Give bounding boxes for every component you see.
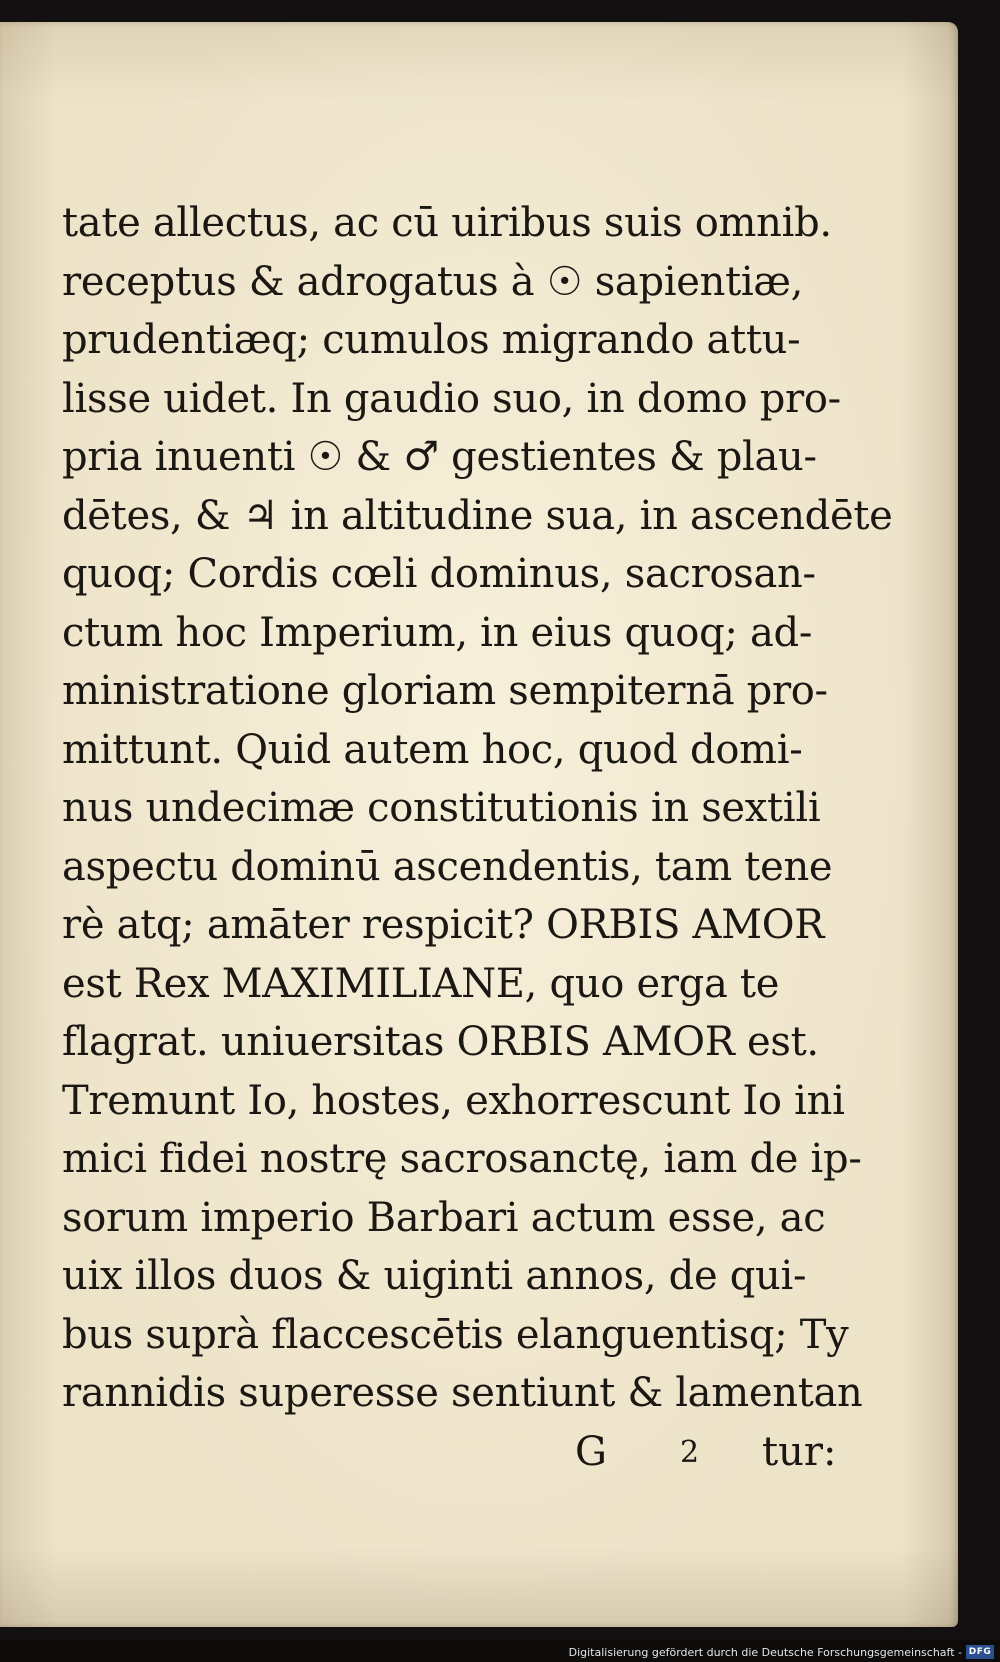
text-line: rannidis superesse sentiunt & lamentan [62,1370,863,1416]
book-page [0,22,958,1627]
text-line: lisse uidet. In gaudio suo, in domo pro- [62,375,841,422]
signature-line [0,1429,850,1489]
text-line: flagrat. uniuersitas ORBIS AMOR est. [62,1019,819,1065]
text-line: prudentiæq; cumulos migrando attu- [62,317,801,363]
text-line: dētes, & ♃ in altitudine sua, in ascendēte [62,492,893,539]
text-line: pria inuenti ☉ & ♂ gestientes & plau- [62,434,817,480]
text-line: rè atq; amāter respicit? ORBIS AMOR [62,902,825,948]
text-line: mittunt. Quid autem hoc, quod domi- [62,726,803,773]
signature-mark: G [575,1429,607,1475]
text-line: Tremunt Io, hostes, exhorrescunt Io ini [62,1077,845,1124]
text-line: est Rex MAXIMILIANE, quo erga te [62,960,780,1007]
text-line: aspectu dominū ascendentis, tam tene [62,843,833,890]
text-line: quoq; Cordis cœli dominus, sacrosan- [62,551,816,597]
text-line: ctum hoc Imperium, in eius quoq; ad- [62,609,813,656]
text-line: sorum imperio Barbari actum esse, ac [62,1194,826,1241]
text-line: bus suprà flaccescētis elanguentisq; Ty [62,1311,849,1358]
funding-credit: Digitalisierung gefördert durch die Deutsche Forschungsgemeinschaft - [568,1646,962,1659]
text-line: tate allectus, ac cū uiribus suis omnib. [62,200,832,246]
text-line: ministratione gloriam sempiternā pro- [62,668,828,714]
text-block [62,194,893,1423]
footer-bar [0,1640,1000,1662]
text-line: nus undecimæ constitutionis in sextili [62,785,821,831]
text-line: uix illos duos & uiginti annos, de qui- [62,1253,807,1299]
text-line: receptus & adrogatus à ☉ sapientiæ, [62,258,804,305]
dfg-logo-icon: DFG [966,1645,994,1659]
text-line: mici fidei nostrę sacrosanctę, iam de ip- [62,1136,862,1182]
signature-number: 2 [680,1435,700,1470]
catchword: tur: [762,1429,837,1475]
